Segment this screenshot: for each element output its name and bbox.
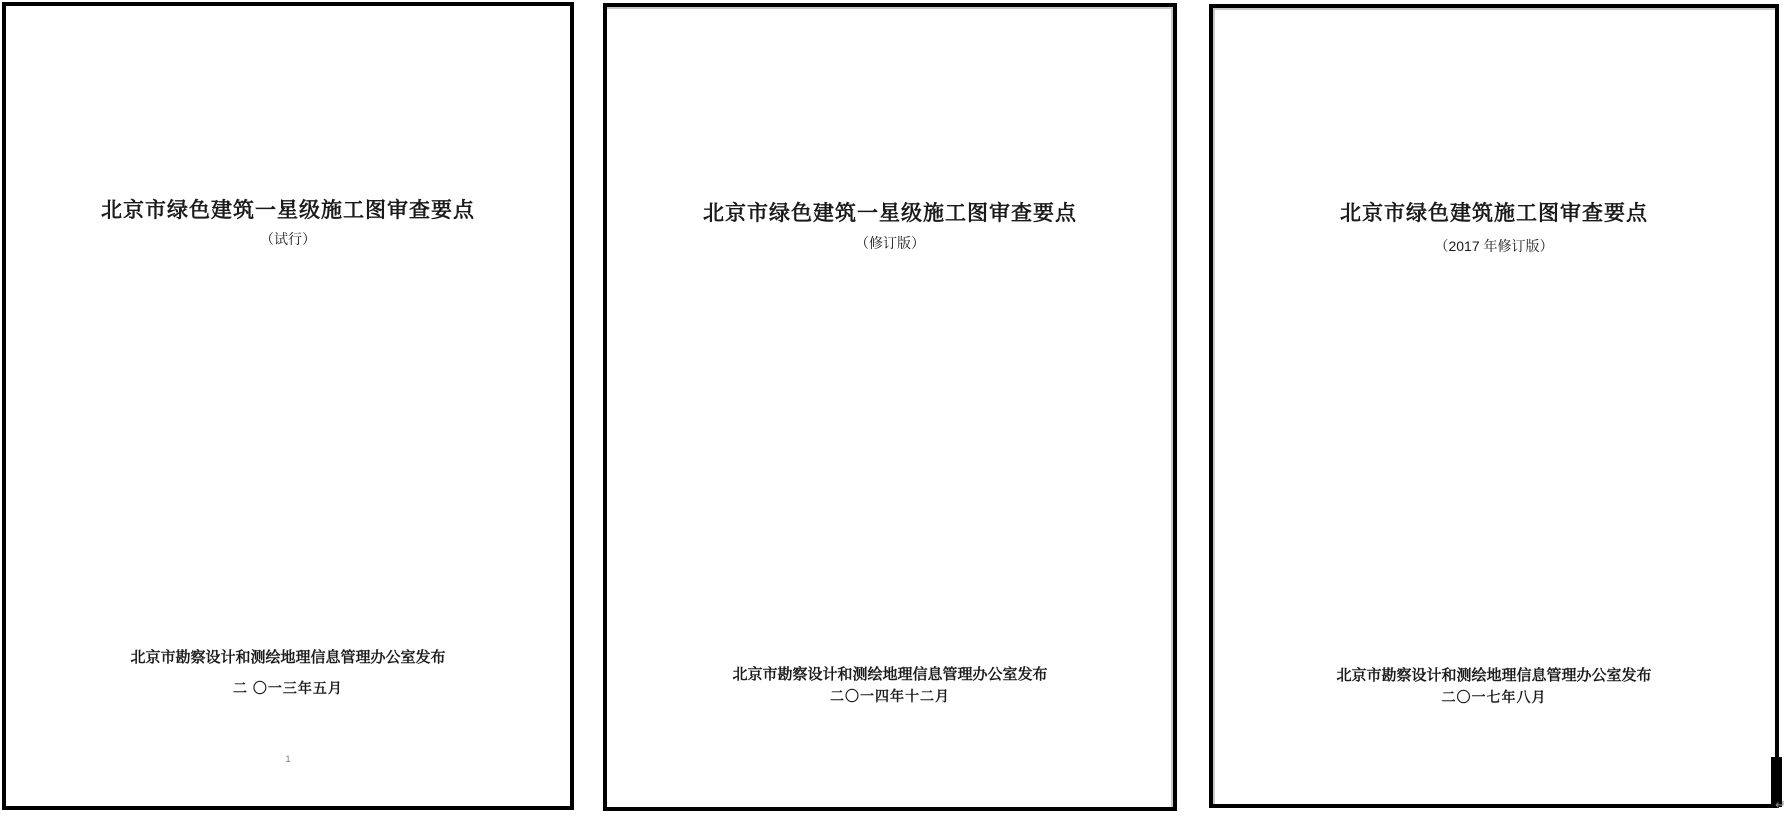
publisher-line: 北京市勘察设计和测绘地理信息管理办公室发布 bbox=[732, 666, 1048, 683]
return-mark-icon: ↵ bbox=[1775, 797, 1786, 812]
publish-date: 二 〇一三年五月 bbox=[233, 680, 343, 696]
publisher-line: 北京市勘察设计和测绘地理信息管理办公室发布 bbox=[1336, 667, 1652, 684]
cover-page-2013-trial bbox=[2, 2, 574, 810]
cover-title: 北京市绿色建筑一星级施工图审查要点 bbox=[703, 202, 1077, 225]
cover-subtitle: （修订版） bbox=[855, 235, 925, 251]
cover-subtitle: （2017 年修订版） bbox=[1434, 238, 1554, 254]
publisher-line: 北京市勘察设计和测绘地理信息管理办公室发布 bbox=[130, 649, 446, 666]
cover-page-2017-revision bbox=[1209, 4, 1779, 808]
publish-date: 二〇一七年八月 bbox=[1441, 689, 1547, 705]
cover-title: 北京市绿色建筑施工图审查要点 bbox=[1340, 202, 1648, 225]
publish-date: 二〇一四年十二月 bbox=[830, 688, 950, 704]
page-number: 1 bbox=[285, 754, 291, 764]
cover-title: 北京市绿色建筑一星级施工图审查要点 bbox=[101, 199, 475, 222]
cover-page-2014-revision bbox=[603, 3, 1177, 811]
cover-subtitle: （试行） bbox=[260, 231, 316, 247]
